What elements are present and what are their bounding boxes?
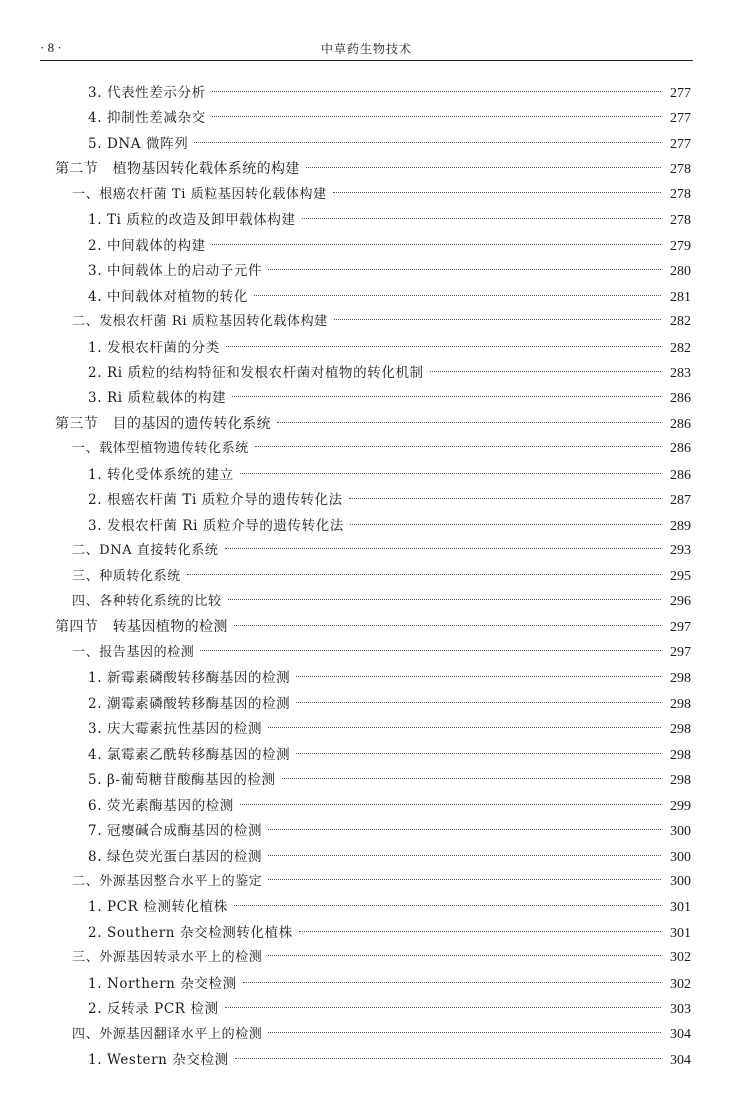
toc-entry-page: 286 bbox=[670, 441, 691, 457]
toc-entry-title: 3. 庆大霉素抗性基因的检测 bbox=[88, 721, 263, 738]
dot-leader bbox=[255, 446, 661, 447]
toc-entry-item[interactable] bbox=[88, 997, 691, 1021]
toc-entry-title: 3. 中间载体上的启动子元件 bbox=[88, 263, 263, 280]
dot-leader bbox=[334, 319, 661, 320]
dot-leader bbox=[254, 295, 661, 296]
toc-entry-sub[interactable] bbox=[72, 539, 691, 563]
toc-entry-title: 1. Northern 杂交检测 bbox=[88, 975, 237, 992]
toc-entry-title: 1. Western 杂交检测 bbox=[88, 1052, 229, 1069]
dot-leader bbox=[333, 192, 661, 193]
dot-leader bbox=[225, 548, 661, 549]
toc-entry-page: 283 bbox=[670, 365, 691, 381]
dot-leader bbox=[430, 371, 661, 372]
toc-entry-page: 300 bbox=[670, 873, 691, 889]
toc-entry-title: 二、外源基因整合水平上的鉴定 bbox=[72, 873, 263, 889]
toc-entry-page: 297 bbox=[670, 620, 691, 636]
toc-entry-page: 301 bbox=[670, 925, 691, 941]
dot-leader bbox=[268, 879, 661, 880]
toc-entry-title: 四、各种转化系统的比较 bbox=[72, 594, 222, 609]
toc-entry-item[interactable] bbox=[88, 666, 691, 690]
toc-entry-title: 4. 抑制性差减杂交 bbox=[88, 110, 206, 127]
toc-entry-page: 278 bbox=[670, 213, 691, 229]
toc-entry-sub[interactable] bbox=[72, 437, 691, 461]
toc-entry-page: 280 bbox=[670, 264, 691, 280]
dot-leader bbox=[226, 346, 661, 347]
toc-entry-page: 282 bbox=[670, 314, 691, 330]
toc-entry-title: 5. DNA 微阵列 bbox=[88, 135, 189, 152]
toc-entry-page: 299 bbox=[670, 798, 691, 814]
toc-entry-page: 286 bbox=[670, 416, 691, 432]
toc-entry-page: 296 bbox=[670, 594, 691, 609]
dot-leader bbox=[282, 778, 661, 779]
toc-entry-item[interactable] bbox=[88, 234, 691, 258]
dot-leader bbox=[232, 396, 661, 397]
toc-entry-item[interactable] bbox=[88, 972, 691, 996]
dot-leader bbox=[240, 473, 661, 474]
toc-entry-page: 286 bbox=[670, 467, 691, 483]
toc-entry-page: 298 bbox=[670, 773, 691, 789]
dot-leader bbox=[349, 498, 661, 499]
toc-entry-title: 三、外源基因转录水平上的检测 bbox=[72, 950, 263, 966]
dot-leader bbox=[299, 931, 661, 932]
toc-entry-title: 5. β-葡萄糖苷酸酶基因的检测 bbox=[88, 772, 276, 789]
toc-entry-title: 第三节 目的基因的遗传转化系统 bbox=[55, 415, 271, 432]
toc-entry-page: 297 bbox=[670, 644, 691, 660]
dot-leader bbox=[212, 116, 661, 117]
dot-leader bbox=[212, 91, 661, 92]
dot-leader bbox=[268, 1032, 661, 1033]
toc-entry-sub[interactable] bbox=[72, 590, 691, 614]
toc-entry-page: 282 bbox=[670, 340, 691, 356]
dot-leader bbox=[212, 244, 661, 245]
toc-entry-page: 301 bbox=[670, 900, 691, 916]
toc-entry-title: 2. 潮霉素磷酸转移酶基因的检测 bbox=[88, 695, 291, 712]
dot-leader bbox=[225, 1007, 661, 1008]
toc-entry-title: 2. Ri 质粒的结构特征和发根农杆菌对植物的转化机制 bbox=[88, 364, 424, 381]
toc-entry-item[interactable] bbox=[88, 386, 691, 410]
toc-entry-page: 286 bbox=[670, 391, 691, 407]
toc-entry-item[interactable] bbox=[88, 717, 691, 741]
toc-entry-page: 279 bbox=[670, 238, 691, 254]
toc-entry-item[interactable] bbox=[88, 463, 691, 487]
dot-leader bbox=[228, 599, 661, 600]
toc-entry-section[interactable] bbox=[55, 615, 691, 639]
dot-leader bbox=[296, 753, 661, 754]
toc-entry-title: 3. Ri 质粒载体的构建 bbox=[88, 390, 227, 407]
toc-entry-title: 1. PCR 检测转化植株 bbox=[88, 899, 228, 916]
toc-entry-sub[interactable] bbox=[72, 641, 691, 665]
toc-entry-page: 295 bbox=[670, 568, 691, 584]
toc-entry-title: 1. 转化受体系统的建立 bbox=[88, 466, 234, 483]
toc-entry-item[interactable] bbox=[88, 81, 691, 105]
toc-entry-item[interactable] bbox=[88, 106, 691, 130]
dot-leader bbox=[277, 422, 661, 423]
toc-entry-item[interactable] bbox=[88, 692, 691, 716]
toc-entry-item[interactable] bbox=[88, 514, 691, 538]
toc-entry-item[interactable] bbox=[88, 488, 691, 512]
toc-entry-page: 277 bbox=[670, 136, 691, 152]
toc-entry-title: 第二节 植物基因转化载体系统的构建 bbox=[55, 161, 300, 178]
dot-leader bbox=[234, 905, 661, 906]
toc-entry-item[interactable] bbox=[88, 845, 691, 869]
toc-entry-page: 303 bbox=[670, 1002, 691, 1018]
toc-entry-title: 二、发根农杆菌 Ri 质粒基因转化载体构建 bbox=[72, 314, 328, 330]
toc-entry-sub[interactable] bbox=[72, 870, 691, 894]
toc-entry-page: 302 bbox=[670, 950, 691, 966]
toc-entry-page: 302 bbox=[670, 976, 691, 992]
toc-entry-title: 4. 氯霉素乙酰转移酶基因的检测 bbox=[88, 746, 291, 763]
dot-leader bbox=[268, 829, 661, 830]
toc-entry-title: 2. 中间载体的构建 bbox=[88, 237, 206, 254]
toc-entry-item[interactable] bbox=[88, 768, 691, 792]
toc-entry-title: 1. 新霉素磷酸转移酶基因的检测 bbox=[88, 670, 291, 687]
toc-entry-item[interactable] bbox=[88, 895, 691, 919]
toc-entry-page: 278 bbox=[670, 186, 691, 202]
toc-entry-title: 2. Southern 杂交检测转化植株 bbox=[88, 924, 293, 941]
toc-entry-page: 293 bbox=[670, 543, 691, 559]
toc-entry-page: 304 bbox=[670, 1053, 691, 1069]
dot-leader bbox=[268, 727, 661, 728]
dot-leader bbox=[268, 955, 661, 956]
toc-entry-page: 300 bbox=[670, 824, 691, 840]
toc-entry-sub[interactable] bbox=[72, 183, 691, 207]
dot-leader bbox=[296, 702, 661, 703]
toc-entry-page: 289 bbox=[670, 518, 691, 534]
toc-entry-section[interactable] bbox=[55, 412, 691, 436]
toc-entry-page: 300 bbox=[670, 849, 691, 865]
toc-entry-title: 3. 发根农杆菌 Ri 质粒介导的遗传转化法 bbox=[88, 517, 344, 534]
toc-entry-title: 1. Ti 质粒的改造及卸甲载体构建 bbox=[88, 212, 296, 229]
dot-leader bbox=[200, 650, 661, 651]
page-number: · 8 · bbox=[40, 40, 62, 55]
toc-entry-page: 287 bbox=[670, 493, 691, 509]
toc-entry-section[interactable] bbox=[55, 157, 691, 181]
toc-entry-page: 278 bbox=[670, 162, 691, 178]
toc-entry-sub[interactable] bbox=[72, 565, 691, 589]
toc-entry-sub[interactable] bbox=[72, 946, 691, 970]
toc-entry-item[interactable] bbox=[88, 921, 691, 945]
toc-entry-sub[interactable] bbox=[72, 310, 691, 334]
toc-entry-item[interactable] bbox=[88, 819, 691, 843]
dot-leader bbox=[240, 804, 661, 805]
toc-entry-page: 277 bbox=[670, 86, 691, 101]
dot-leader bbox=[296, 676, 661, 677]
toc-entry-item[interactable] bbox=[88, 743, 691, 767]
dot-leader bbox=[306, 167, 661, 168]
toc-entry-title: 1. 发根农杆菌的分类 bbox=[88, 339, 220, 356]
toc-entry-title: 3. 代表性差示分析 bbox=[88, 85, 206, 101]
toc-entry-page: 298 bbox=[670, 747, 691, 763]
toc-entry-title: 三、种质转化系统 bbox=[72, 568, 181, 584]
toc-entry-page: 298 bbox=[670, 671, 691, 687]
toc-entry-item[interactable] bbox=[88, 132, 691, 156]
dot-leader bbox=[268, 269, 661, 270]
dot-leader bbox=[235, 1058, 661, 1059]
toc-entry-title: 7. 冠瘿碱合成酶基因的检测 bbox=[88, 823, 263, 840]
toc-entry-title: 8. 绿色荧光蛋白基因的检测 bbox=[88, 848, 263, 865]
dot-leader bbox=[350, 524, 661, 525]
toc-entry-page: 298 bbox=[670, 696, 691, 712]
toc-entry-page: 298 bbox=[670, 722, 691, 738]
toc-entry-item[interactable] bbox=[88, 361, 691, 385]
toc-entry-title: 二、DNA 直接转化系统 bbox=[72, 543, 219, 559]
dot-leader bbox=[243, 982, 661, 983]
toc-entry-item[interactable] bbox=[88, 285, 691, 309]
page-header bbox=[40, 38, 693, 61]
toc-entry-title: 6. 荧光素酶基因的检测 bbox=[88, 797, 234, 814]
toc-entry-title: 2. 根癌农杆菌 Ti 质粒介导的遗传转化法 bbox=[88, 492, 343, 509]
toc-entry-title: 4. 中间载体对植物的转化 bbox=[88, 288, 248, 305]
dot-leader bbox=[187, 574, 661, 575]
toc-entry-page: 304 bbox=[670, 1026, 691, 1042]
dot-leader bbox=[234, 625, 661, 626]
toc-entry-item[interactable] bbox=[88, 794, 691, 818]
toc-entry-item[interactable] bbox=[88, 1048, 691, 1072]
dot-leader bbox=[194, 142, 661, 143]
toc-entry-title: 第四节 转基因植物的检测 bbox=[55, 619, 228, 636]
toc-entry-title: 一、报告基因的检测 bbox=[72, 644, 195, 660]
dot-leader bbox=[302, 218, 661, 219]
dot-leader bbox=[268, 855, 661, 856]
toc-entry-item[interactable] bbox=[88, 336, 691, 360]
toc-entry-title: 2. 反转录 PCR 检测 bbox=[88, 1001, 219, 1018]
toc-entry-sub[interactable] bbox=[72, 1023, 691, 1047]
toc-entry-page: 277 bbox=[670, 111, 691, 127]
toc-entry-title: 一、根癌农杆菌 Ti 质粒基因转化载体构建 bbox=[72, 186, 327, 202]
running-title: 中草药生物技术 bbox=[320, 42, 412, 56]
toc-entry-page: 281 bbox=[670, 289, 691, 305]
toc-entry-item[interactable] bbox=[88, 208, 691, 232]
toc-entry-item[interactable] bbox=[88, 259, 691, 283]
toc-entry-title: 四、外源基因翻译水平上的检测 bbox=[72, 1026, 263, 1042]
toc-entry-title: 一、载体型植物遗传转化系统 bbox=[72, 441, 249, 457]
